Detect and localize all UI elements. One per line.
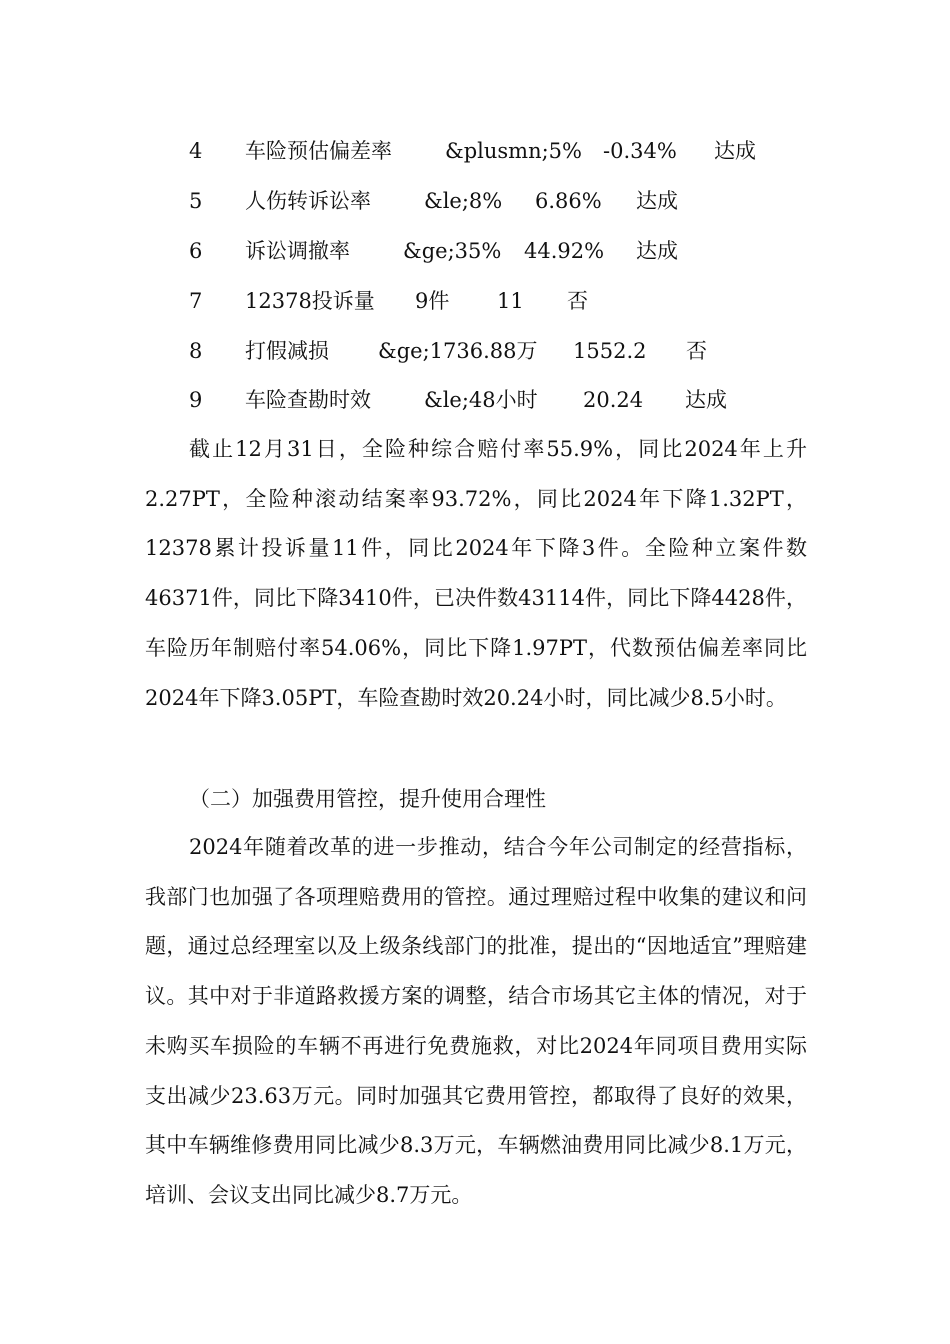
row-status: 否 — [567, 289, 588, 313]
row-item: 车险预估偏差率 — [245, 139, 392, 163]
row-actual: 44.92% — [524, 239, 605, 263]
row-item: 打假减损 — [245, 339, 329, 363]
row-number: 4 — [189, 139, 203, 163]
row-number: 9 — [189, 388, 203, 412]
row-actual: -0.34% — [603, 139, 677, 163]
row-item: 车险查勘时效 — [245, 388, 371, 412]
row-item: 人伤转诉讼率 — [245, 189, 371, 213]
row-target: &ge;35% — [403, 239, 502, 263]
row-status: 达成 — [636, 189, 678, 213]
row-number: 8 — [189, 339, 203, 363]
row-target: &plusmn;5% — [445, 139, 582, 163]
row-item: 12378投诉量 — [245, 289, 375, 313]
row-status: 达成 — [685, 388, 727, 412]
row-status: 达成 — [636, 239, 678, 263]
row-target: &le;8% — [424, 189, 503, 213]
row-target: &ge;1736.88万 — [378, 339, 538, 363]
row-number: 6 — [189, 239, 203, 263]
expense-control-paragraph: 2024年随着改革的进一步推动，结合今年公司制定的经营指标，我部门也加强了各项理赔费用的管控。通过理赔过程中收集的建议和问题，通过总经理室以及上级条线部门的批准，提出的“因地适宜”理赔建议。其中对于非道路救援方案的调整，结合市场其它主体的情况，对于未购买车损险的车辆不再进行免费施救，对比2024年同项目费用实际支出减少23.63万元。同时加强其它费用管控，都取得了良好的效果，其中车辆维修费用同比减少8.3万元，车辆燃油费用同比减少8.1万元，培训、会议支出同比减少8.7万元。 — [145, 835, 807, 1207]
row-number: 5 — [189, 189, 203, 213]
section-heading: （二）加强费用管控，提升使用合理性 — [189, 787, 546, 811]
row-actual: 11 — [497, 289, 524, 313]
row-status: 否 — [686, 339, 707, 363]
row-item: 诉讼调撤率 — [245, 239, 350, 263]
row-target: &le;48小时 — [424, 388, 538, 412]
row-status: 达成 — [714, 139, 756, 163]
summary-paragraph: 截止12月31日，全险种综合赔付率55.9%，同比2024年上升2.27PT，全险种滚动结案率93.72%，同比2024年下降1.32PT，12378累计投诉量11件，同比2024年下降3件。全险种立案件数46371件，同比下降3410件，已决件数43114件，同比下降4428件，车险历年制赔付率54.06%，同比下降1.97PT，代数预估偏差率同比2024年下降3.05PT，车险查勘时效20.24小时，同比减少8.5小时。 — [145, 437, 807, 710]
row-actual: 1552.2 — [573, 339, 647, 363]
row-target: 9件 — [415, 289, 450, 313]
row-actual: 20.24 — [583, 388, 644, 412]
row-number: 7 — [189, 289, 203, 313]
row-actual: 6.86% — [535, 189, 602, 213]
